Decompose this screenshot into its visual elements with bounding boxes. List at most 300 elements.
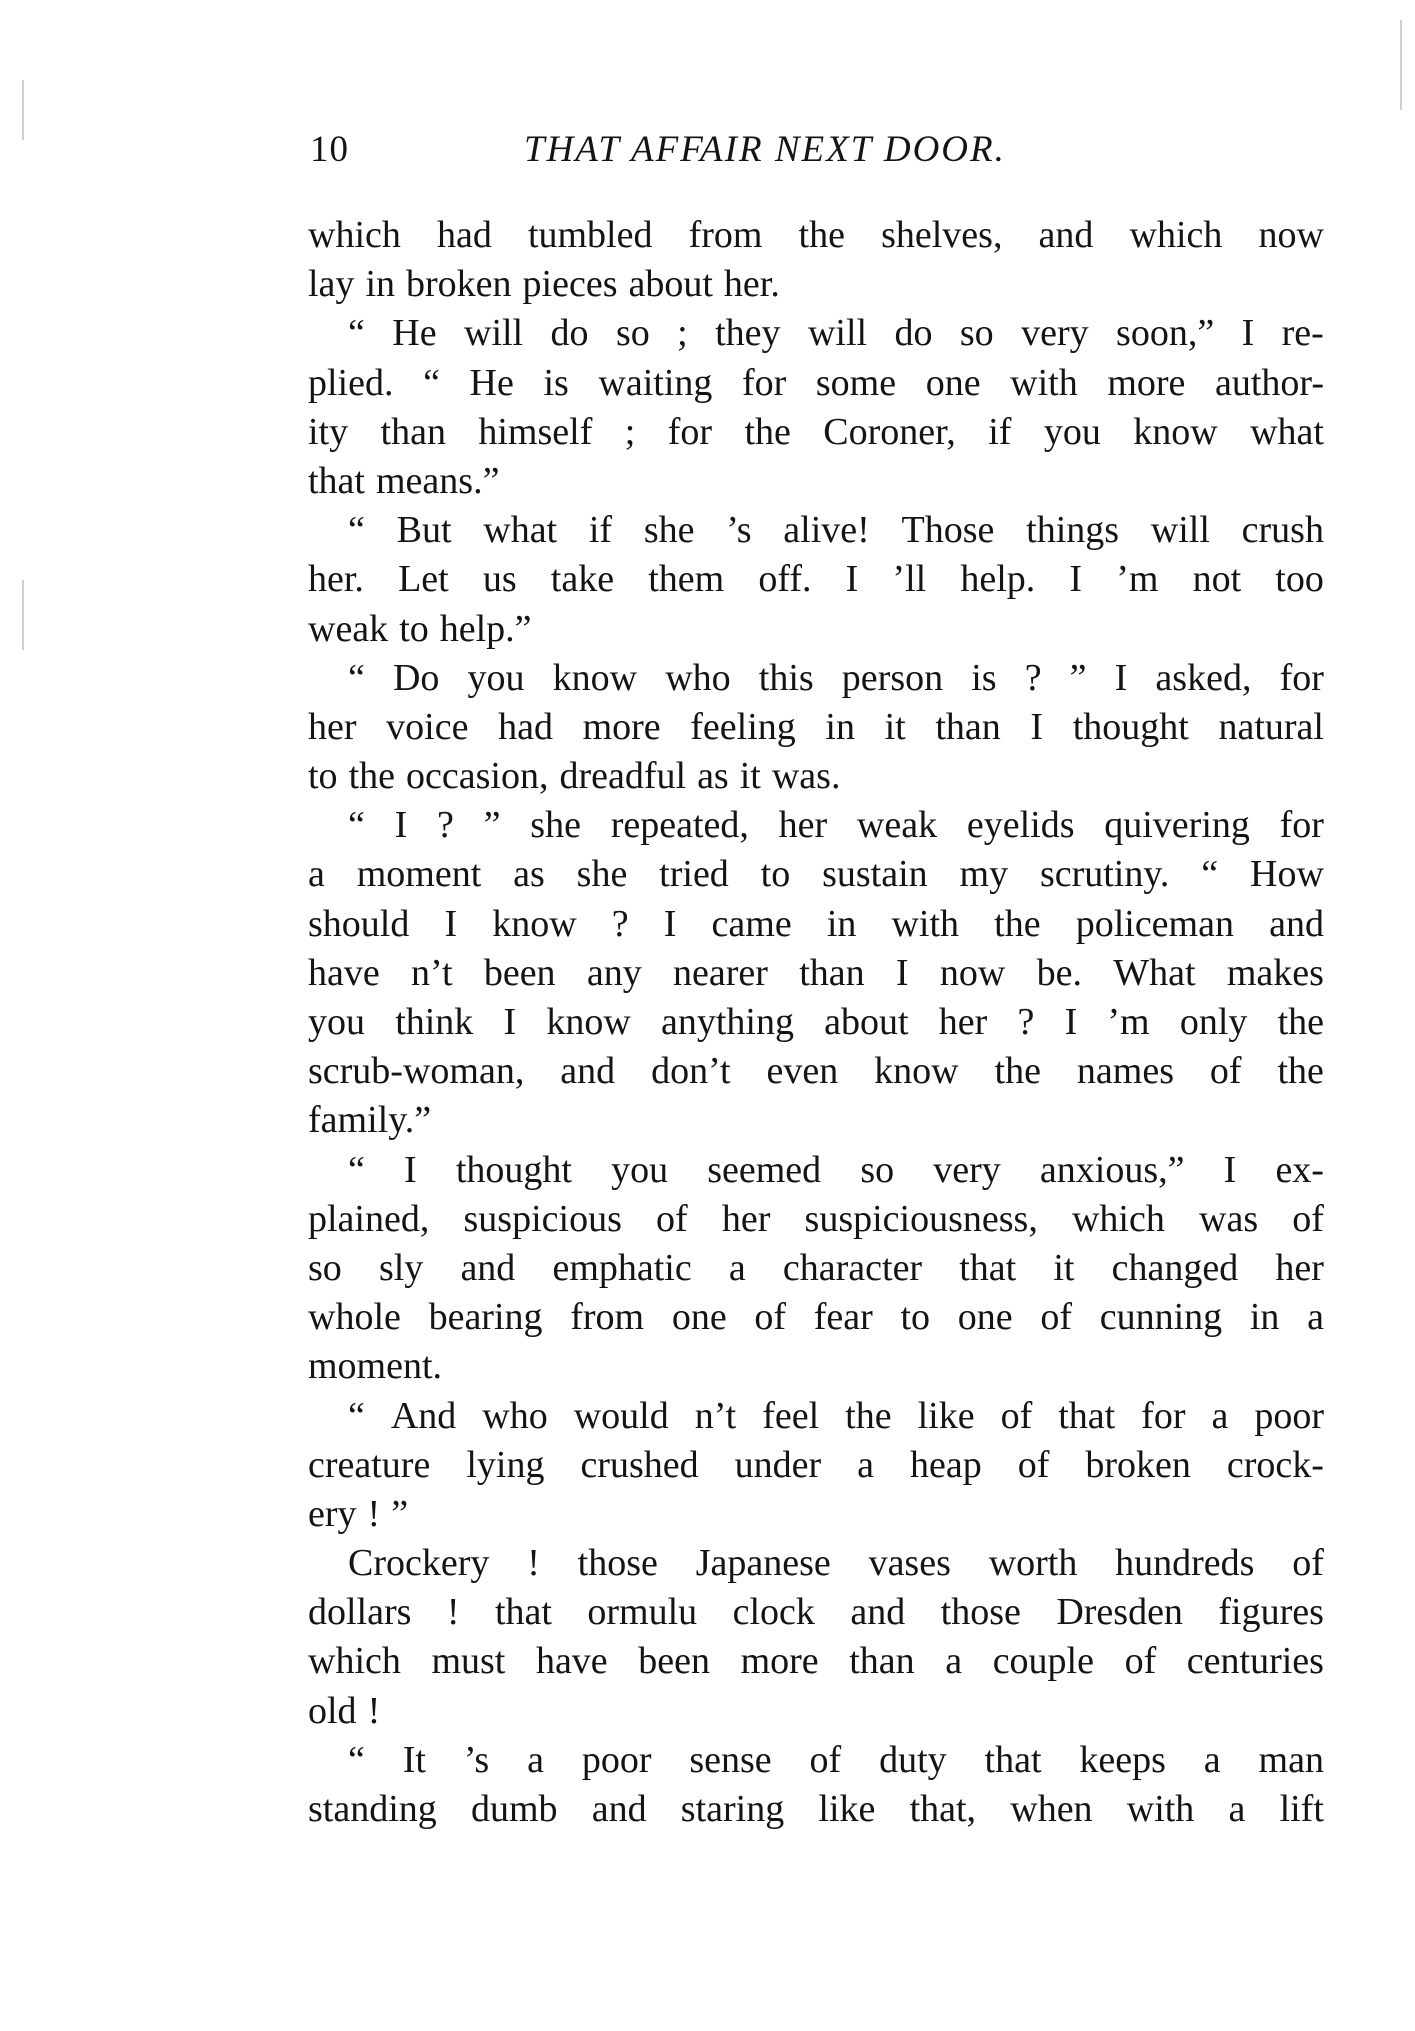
text-line — [308, 1637, 1324, 1686]
word: as — [513, 853, 545, 896]
word: He — [392, 312, 437, 355]
word: ’m — [1107, 1001, 1150, 1043]
word: broken — [1085, 1443, 1191, 1486]
word: was — [1199, 1197, 1259, 1240]
word: about — [628, 263, 713, 306]
word: I — [663, 902, 677, 945]
word: nearer — [673, 951, 768, 994]
word: off. — [758, 558, 812, 601]
word: from — [570, 1296, 645, 1339]
word: whole — [308, 1296, 401, 1339]
word: don’t — [651, 1050, 731, 1093]
text-line — [308, 752, 1324, 801]
word: than — [935, 705, 1001, 748]
word: a — [308, 853, 325, 896]
text-line — [308, 1687, 1324, 1736]
word: a — [857, 1443, 874, 1486]
word: will — [464, 312, 524, 355]
running-title: THAT AFFAIR NEXT DOOR. — [524, 129, 1006, 170]
text-line — [308, 1096, 1324, 1145]
word: who — [482, 1394, 548, 1437]
word: and — [460, 1246, 516, 1289]
word: that, — [909, 1788, 977, 1830]
word: ; — [624, 410, 636, 453]
word: if — [988, 410, 1012, 453]
word: I — [1114, 656, 1128, 699]
word: Coroner, — [823, 410, 956, 453]
word: of — [1292, 1542, 1324, 1585]
text-line — [308, 1490, 1324, 1539]
word: and — [591, 1788, 647, 1830]
word: “ — [1201, 853, 1219, 896]
word: some — [815, 361, 897, 404]
word: ery — [308, 1492, 357, 1535]
word: n’t — [411, 951, 453, 994]
word: do — [550, 312, 589, 355]
word: it — [739, 755, 761, 798]
word: been — [638, 1640, 710, 1683]
word: re- — [1281, 312, 1324, 355]
word: creature — [308, 1443, 431, 1486]
word: had — [498, 705, 553, 748]
word: I — [1069, 558, 1083, 601]
word: How — [1250, 853, 1324, 896]
word: family.” — [308, 1099, 432, 1142]
word: tumbled — [527, 214, 653, 256]
word: and — [850, 1591, 906, 1634]
word: plained, — [308, 1197, 430, 1240]
word: things — [1026, 509, 1120, 552]
word: her. — [308, 558, 364, 601]
word: will — [807, 312, 868, 355]
word: couple — [992, 1640, 1094, 1683]
right-edge-mark — [1400, 20, 1402, 110]
word: It — [402, 1738, 426, 1781]
word: this — [758, 656, 814, 699]
word: shelves, — [881, 214, 1003, 256]
word: be. — [1036, 951, 1082, 994]
word: have — [308, 951, 380, 994]
word: that — [494, 1591, 552, 1634]
word: “ — [423, 361, 440, 404]
word: I — [404, 1148, 417, 1191]
word: figures — [1218, 1591, 1324, 1634]
word: what — [483, 509, 558, 552]
text-line — [308, 1195, 1324, 1244]
word: the — [1277, 1001, 1324, 1043]
word: “ — [348, 1738, 365, 1781]
word: sly — [378, 1246, 424, 1289]
word: repeated, — [610, 804, 749, 847]
word: of — [1017, 1443, 1050, 1486]
word: scrutiny. — [1039, 853, 1170, 896]
word: from — [688, 214, 763, 256]
word: bearing — [428, 1296, 543, 1339]
word: broken — [406, 263, 512, 306]
text-line — [308, 949, 1324, 998]
word: ? — [437, 804, 454, 847]
body-text — [308, 211, 1324, 1834]
word: ; — [677, 312, 688, 355]
word: seemed — [707, 1148, 822, 1191]
word: they — [715, 312, 781, 355]
word: it — [1053, 1246, 1075, 1289]
word: standing — [308, 1788, 437, 1830]
text-line — [308, 457, 1324, 506]
word: a — [945, 1640, 963, 1683]
word: think — [395, 1001, 474, 1043]
word: she — [576, 853, 628, 896]
word: with — [891, 902, 960, 945]
word: crock- — [1226, 1443, 1324, 1486]
word: have — [535, 1640, 608, 1683]
word: crush — [1241, 509, 1324, 552]
word: emphatic — [552, 1246, 692, 1289]
word: to — [760, 853, 791, 896]
text-line — [308, 1244, 1324, 1293]
word: crushed — [580, 1443, 699, 1486]
word: under — [734, 1443, 822, 1486]
word: should — [308, 902, 410, 945]
word: I — [394, 804, 408, 847]
word: now — [939, 951, 1006, 994]
word: of — [1124, 1640, 1157, 1683]
text-line — [308, 1588, 1324, 1637]
word: very — [1021, 312, 1089, 355]
word: vases — [868, 1542, 951, 1585]
word: anxious,” — [1039, 1148, 1185, 1191]
word: plied. — [308, 361, 394, 404]
word: which — [308, 214, 401, 256]
word: ’ll — [892, 558, 927, 601]
word: and — [1269, 902, 1324, 945]
word: lying — [466, 1443, 545, 1486]
word: take — [550, 558, 615, 601]
word: cunning — [1099, 1296, 1223, 1339]
word: dollars — [308, 1591, 412, 1634]
word: know — [492, 902, 577, 945]
word: came — [711, 902, 792, 945]
page-number: 10 — [310, 129, 349, 170]
word: which — [1129, 214, 1223, 256]
text-line — [308, 703, 1324, 752]
word: poor — [581, 1738, 652, 1781]
text-line — [308, 1342, 1324, 1391]
word: my — [959, 853, 1009, 896]
word: names — [1076, 1050, 1174, 1093]
word: not — [1192, 558, 1242, 601]
word: of — [656, 1197, 688, 1240]
word: very — [933, 1148, 1001, 1191]
word: tried — [659, 853, 729, 896]
word: more — [582, 705, 661, 748]
word: than — [380, 410, 446, 453]
word: will — [1150, 509, 1210, 552]
word: Let — [398, 558, 449, 601]
word: sustain — [822, 853, 928, 896]
word: the — [348, 755, 395, 798]
word: lay — [308, 263, 355, 306]
word: quivering — [1104, 804, 1250, 847]
word: a — [1203, 1738, 1221, 1781]
word: means.” — [375, 459, 500, 502]
word: the — [845, 1394, 892, 1437]
word: I — [1241, 312, 1255, 355]
word: now — [1258, 214, 1324, 256]
word: feeling — [690, 705, 796, 748]
word: waiting — [598, 361, 713, 404]
word: pieces — [522, 263, 618, 306]
word: thought — [1072, 705, 1189, 748]
word: that — [984, 1738, 1042, 1781]
word: been — [483, 951, 556, 994]
text-line — [308, 555, 1324, 604]
word: “ — [348, 509, 365, 552]
word: Do — [392, 656, 440, 699]
word: “ — [348, 1394, 365, 1437]
text-line — [308, 260, 1324, 309]
word: Dresden — [1056, 1591, 1183, 1634]
word: policeman — [1075, 902, 1234, 945]
word: one — [925, 361, 981, 404]
word: ” — [483, 804, 501, 847]
word: with — [1126, 1788, 1195, 1830]
word: is — [543, 361, 569, 404]
word: suspicious — [463, 1197, 622, 1240]
word: too — [1275, 558, 1324, 601]
word: so — [308, 1246, 342, 1289]
word: worth — [988, 1542, 1078, 1585]
word: I — [1064, 1001, 1078, 1043]
word: man — [1258, 1738, 1324, 1781]
text-line — [308, 309, 1324, 358]
word: What — [1113, 951, 1196, 994]
word: “ — [348, 312, 365, 355]
word: what — [1250, 410, 1324, 453]
left-edge-mark — [22, 580, 24, 650]
word: I — [1030, 705, 1044, 748]
word: a — [1228, 1788, 1246, 1830]
word: scrub-woman, — [308, 1050, 525, 1093]
word: He — [469, 361, 514, 404]
word: only — [1179, 1001, 1248, 1043]
word: her — [308, 705, 357, 748]
word: it — [884, 705, 906, 748]
text-line — [308, 1736, 1324, 1785]
word: ? — [1024, 656, 1042, 699]
word: know — [874, 1050, 959, 1093]
word: ! — [446, 1591, 460, 1634]
word: those — [940, 1591, 1021, 1634]
text-line — [308, 605, 1324, 654]
word: ! — [367, 1492, 381, 1535]
word: which — [1071, 1197, 1165, 1240]
word: a — [1307, 1296, 1324, 1339]
word: you — [611, 1148, 669, 1191]
word: “ — [348, 804, 365, 847]
word: soon,” — [1116, 312, 1215, 355]
word: her — [778, 804, 828, 847]
word: ormulu — [587, 1591, 698, 1634]
word: in — [1249, 1296, 1280, 1339]
word: “ — [348, 1148, 365, 1191]
text-line — [308, 850, 1324, 899]
word: of — [1292, 1197, 1324, 1240]
word: so — [615, 312, 650, 355]
word: her. — [723, 263, 780, 306]
word: in — [825, 705, 855, 748]
text-line — [308, 801, 1324, 850]
word: poor — [1254, 1394, 1324, 1437]
text-line — [308, 1047, 1324, 1096]
word: that — [959, 1246, 1017, 1289]
text-line — [308, 1441, 1324, 1490]
word: which — [308, 1640, 401, 1683]
text-line — [308, 506, 1324, 555]
word: so — [860, 1148, 895, 1191]
word: I — [503, 1001, 517, 1043]
word: occasion, — [406, 755, 549, 798]
word: like — [818, 1788, 876, 1830]
word: to — [900, 1296, 931, 1339]
word: moment — [356, 853, 482, 896]
word: lift — [1279, 1788, 1324, 1830]
word: staring — [680, 1788, 785, 1830]
word: than — [799, 951, 865, 994]
word: in — [826, 902, 857, 945]
word: help. — [960, 558, 1036, 601]
word: person — [841, 656, 944, 699]
word: anything — [660, 1001, 794, 1043]
word: of — [809, 1738, 842, 1781]
word: I — [1223, 1148, 1237, 1191]
word: was. — [771, 755, 841, 798]
word: a — [728, 1246, 746, 1289]
word: heap — [909, 1443, 982, 1486]
word: old — [308, 1689, 357, 1732]
word: about — [824, 1001, 909, 1043]
word: know — [546, 1001, 631, 1043]
word: know — [552, 656, 638, 699]
word: a — [527, 1738, 544, 1781]
word: for — [741, 361, 787, 404]
word: suspiciousness, — [804, 1197, 1038, 1240]
text-line — [308, 359, 1324, 408]
word: voice — [386, 705, 469, 748]
word: if — [588, 509, 613, 552]
word: than — [849, 1640, 915, 1683]
word: more — [1107, 361, 1186, 404]
word: n’t — [694, 1394, 737, 1437]
text-line — [308, 654, 1324, 703]
word: the — [994, 902, 1041, 945]
word: her — [1275, 1246, 1324, 1289]
word: ity — [308, 410, 349, 453]
word: more — [740, 1640, 819, 1683]
word: do — [894, 312, 933, 355]
word: know — [1133, 410, 1218, 453]
word: Japanese — [695, 1542, 831, 1585]
word: feel — [762, 1394, 820, 1437]
word: ’s — [726, 509, 752, 552]
word: even — [766, 1050, 839, 1093]
word: as — [697, 755, 729, 798]
word: alive! — [783, 509, 870, 552]
word: natural — [1218, 705, 1324, 748]
word: and — [560, 1050, 616, 1093]
word: must — [431, 1640, 506, 1683]
word: one — [957, 1296, 1013, 1339]
word: character — [782, 1246, 923, 1289]
word: of — [754, 1296, 787, 1339]
word: But — [396, 509, 452, 552]
word: ” — [391, 1492, 409, 1535]
word: the — [798, 214, 845, 256]
word: you — [308, 1001, 365, 1043]
word: to — [308, 755, 338, 798]
word: for — [1141, 1394, 1186, 1437]
text-line — [308, 1146, 1324, 1195]
word: for — [1279, 656, 1324, 699]
word: help.” — [439, 607, 532, 650]
word: so — [959, 312, 994, 355]
word: ” — [1069, 656, 1087, 699]
word: author- — [1215, 361, 1324, 404]
word: makes — [1226, 951, 1324, 994]
word: the — [744, 410, 791, 453]
word: I — [845, 558, 859, 601]
text-line — [308, 408, 1324, 457]
text-line — [308, 1785, 1324, 1834]
word: sense — [689, 1738, 772, 1781]
text-line — [308, 1293, 1324, 1342]
word: duty — [879, 1738, 947, 1781]
word: moment. — [308, 1345, 443, 1388]
word: had — [436, 214, 492, 256]
word: you — [1043, 410, 1101, 453]
word: I — [895, 951, 909, 994]
word: weak — [308, 607, 389, 650]
word: is — [971, 656, 997, 699]
word: of — [1040, 1296, 1072, 1339]
word: like — [917, 1394, 975, 1437]
word: any — [586, 951, 642, 994]
word: them — [648, 558, 725, 601]
page-header — [310, 128, 1320, 178]
word: ! — [367, 1689, 381, 1732]
word: one — [671, 1296, 727, 1339]
word: dumb — [470, 1788, 558, 1830]
word: to — [399, 607, 429, 650]
word: eyelids — [966, 804, 1075, 847]
word: clock — [732, 1591, 815, 1634]
word: for — [1279, 804, 1324, 847]
word: she — [530, 804, 581, 847]
word: with — [1010, 361, 1078, 404]
word: that — [308, 459, 365, 502]
word: thought — [455, 1148, 572, 1191]
word: the — [994, 1050, 1041, 1093]
word: those — [577, 1542, 658, 1585]
word: in — [365, 263, 395, 306]
word: ’s — [463, 1738, 490, 1781]
word: ? — [611, 902, 629, 945]
word: when — [1010, 1788, 1093, 1830]
word: fear — [813, 1296, 873, 1339]
word: “ — [348, 656, 365, 699]
text-line — [308, 900, 1324, 949]
word: her — [938, 1001, 988, 1043]
